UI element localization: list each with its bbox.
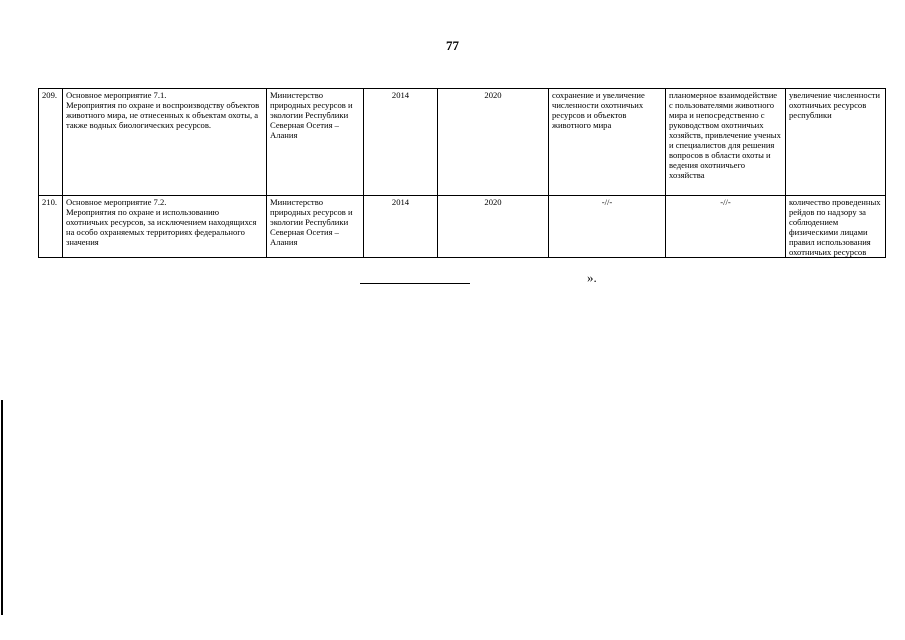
- consequences-cell: планомерное взаимодействие с пользователями животного мира и непосредственно с руководством охотничьих хозяйств, привлечение ученых и специалистов для решения вопросов в области охоты и ведения охотничьего хозяйства: [666, 89, 786, 196]
- row-number: 210.: [39, 196, 63, 258]
- start-year-cell: 2014: [364, 196, 438, 258]
- end-year-cell: 2020: [438, 196, 549, 258]
- measures-table: [38, 88, 886, 258]
- measure-cell: [63, 196, 267, 258]
- start-year-cell: 2014: [364, 89, 438, 196]
- indicator-cell: увеличение численности охотничьих ресурсов республики: [786, 89, 886, 196]
- measure-title: Основное мероприятие 7.2.: [66, 197, 167, 207]
- indicator-cell: количество проведенных рейдов по надзору за соблюдением физическими лицами правил использования охотничьих ресурсов: [786, 196, 886, 258]
- signature-line: [360, 283, 470, 284]
- executor-cell: Министерство природных ресурсов и экологии Республики Северная Осетия – Алания: [267, 89, 364, 196]
- measure-title: Основное мероприятие 7.1.: [66, 90, 167, 100]
- measure-cell: [63, 89, 267, 196]
- consequences-cell: -//-: [666, 196, 786, 258]
- expected-result-cell: сохранение и увеличение численности охотничьих ресурсов и объектов животного мира: [549, 89, 666, 196]
- table-row: [39, 89, 886, 196]
- table-row: [39, 196, 886, 258]
- page-number: 77: [446, 38, 459, 53]
- expected-result-cell: -//-: [549, 196, 666, 258]
- margin-mark: [1, 400, 3, 615]
- measure-description: Мероприятия по охране и использованию охотничьих ресурсов, за исключением находящихся на особо охраняемых территориях федерального значения: [66, 207, 257, 247]
- row-number: 209.: [39, 89, 63, 196]
- closing-quote: ».: [587, 270, 597, 285]
- measure-description: Мероприятия по охране и воспроизводству объектов животного мира, не отнесенных к объектам охоты, а также водных биологических ресурсов.: [66, 100, 260, 130]
- executor-cell: Министерство природных ресурсов и экологии Республики Северная Осетия – Алания: [267, 196, 364, 258]
- end-year-cell: 2020: [438, 89, 549, 196]
